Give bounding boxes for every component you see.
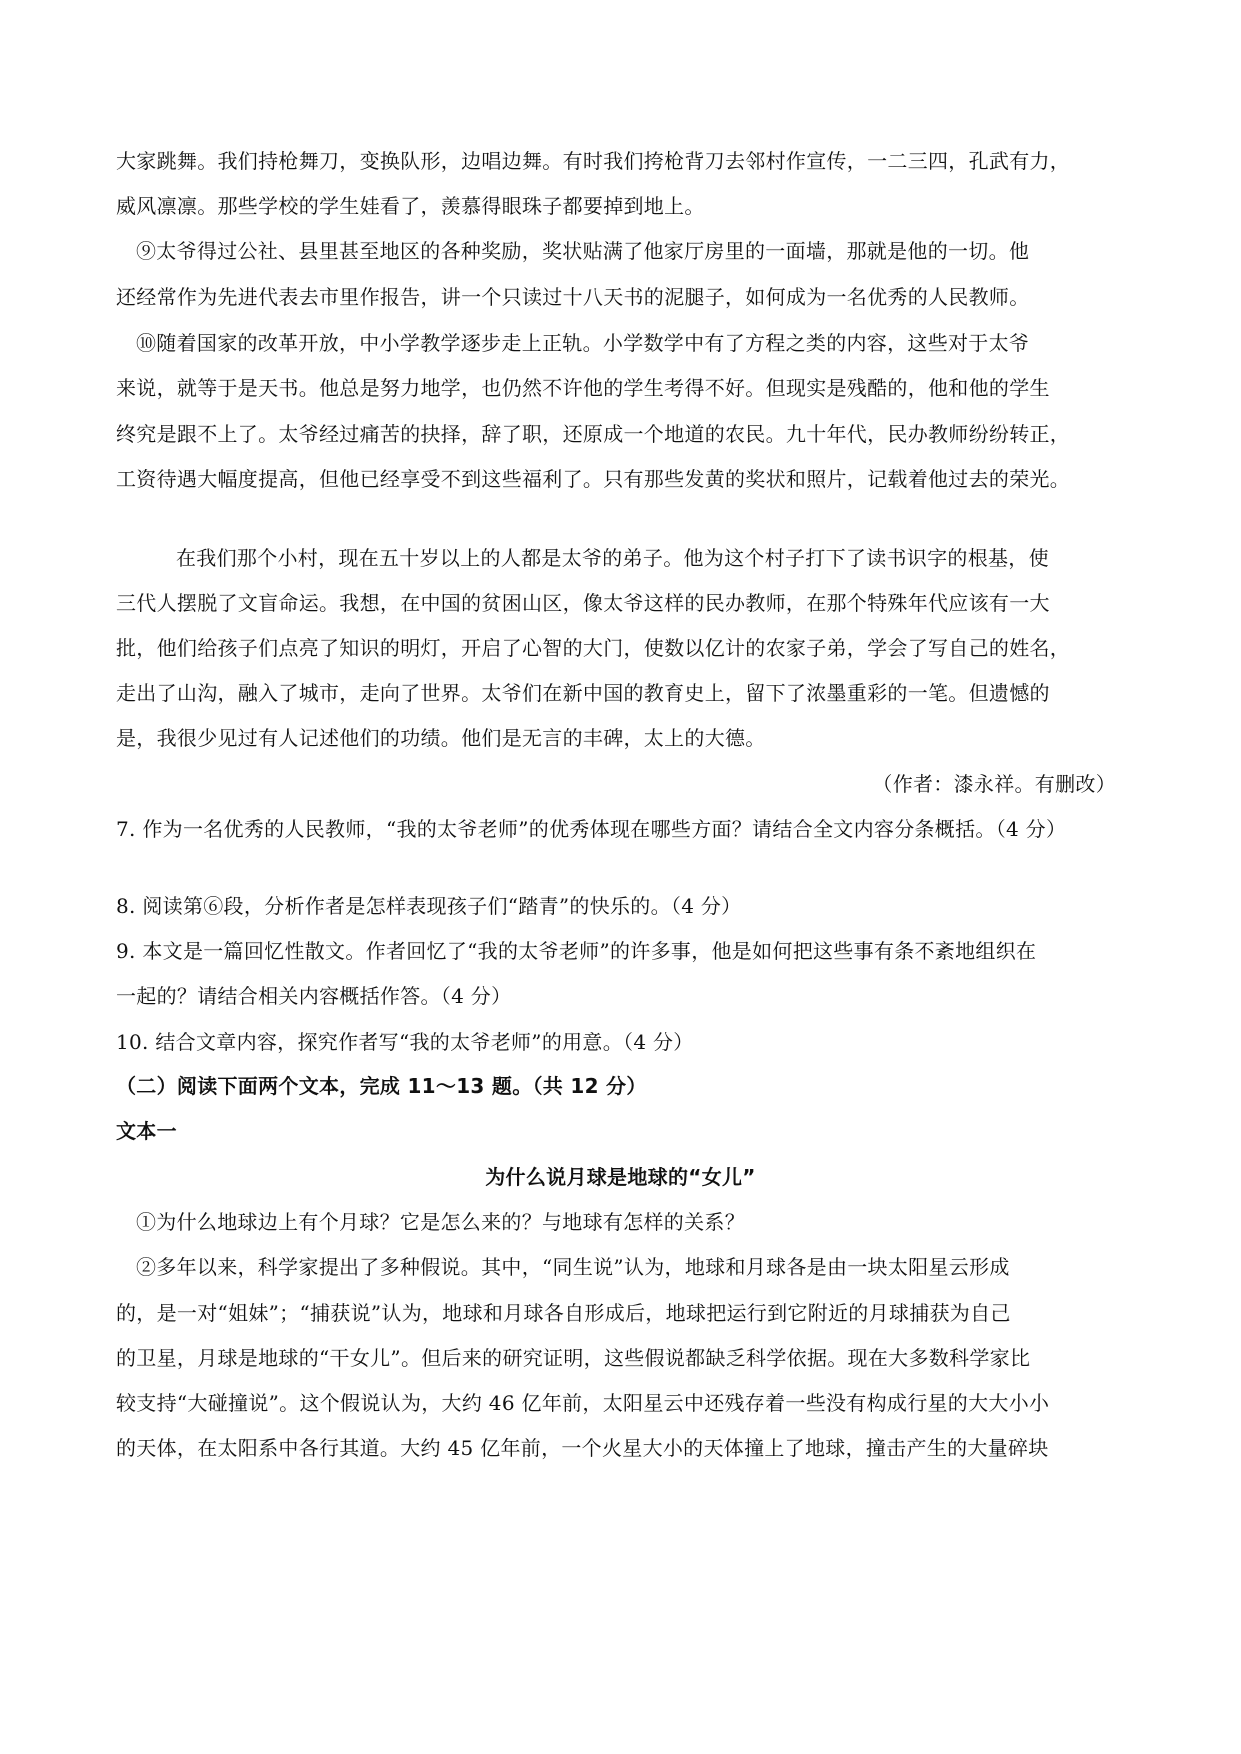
- paragraph-11-line-5: 是，我很少见过有人记述他们的功绩。他们是无言的丰碑，太上的大德。: [116, 726, 766, 750]
- paragraph-8-line-2: 威风凛凛。那些学校的学生娃看了，羡慕得眼珠子都要掉到地上。: [116, 194, 705, 218]
- article-title: 为什么说月球是地球的“女儿”: [485, 1165, 756, 1189]
- article-paragraph-2-line-5: 的天体，在太阳系中各行其道。大约 45 亿年前，一个火星大小的天体撞上了地球，撞击产生的大量碎块: [116, 1436, 1049, 1460]
- paragraph-10-line-4: 工资待遇大幅度提高，但他已经享受不到这些福利了。只有那些发黄的奖状和照片，记载着他过去的荣光。: [116, 467, 1071, 491]
- paragraph-11-line-4: 走出了山沟，融入了城市，走向了世界。太爷们在新中国的教育史上，留下了浓墨重彩的一笔。但遗憾的: [116, 681, 1050, 705]
- article-paragraph-1: ①为什么地球边上有个月球？它是怎么来的？与地球有怎样的关系？: [136, 1210, 745, 1234]
- paragraph-10-line-3: 终究是跟不上了。太爷经过痛苦的抉择，辞了职，还原成一个地道的农民。九十年代，民办教师纷纷转正，: [116, 422, 1071, 446]
- paragraph-10-line-1: ⑩随着国家的改革开放，中小学教学逐步走上正轨。小学数学中有了方程之类的内容，这些对于太爷: [136, 331, 1030, 355]
- text-one-label: 文本一: [116, 1119, 177, 1143]
- question-8: 8. 阅读第⑥段，分析作者是怎样表现孩子们“踏青”的快乐的。（4 分）: [116, 894, 742, 918]
- article-paragraph-2-line-1: ②多年以来，科学家提出了多种假说。其中，“同生说”认为，地球和月球各是由一块太阳星云形成: [136, 1255, 1010, 1279]
- question-9-line-1: 9. 本文是一篇回忆性散文。作者回忆了“我的太爷老师”的许多事，他是如何把这些事有条不紊地组织在: [116, 939, 1037, 963]
- paragraph-8-line-1: 大家跳舞。我们持枪舞刀，变换队形，边唱边舞。有时我们挎枪背刀去邻村作宣传，一二三四，孔武有力，: [116, 149, 1071, 173]
- author-attribution: （作者：漆永祥。有删改）: [872, 772, 1116, 796]
- paragraph-9-line-1: ⑨太爷得过公社、县里甚至地区的各种奖励，奖状贴满了他家厅房里的一面墙，那就是他的一切。他: [136, 239, 1030, 263]
- section-2-heading: （二）阅读下面两个文本，完成 11～13 题。（共 12 分）: [116, 1074, 647, 1098]
- article-paragraph-2-line-2: 的，是一对“姐妹”；“捕获说”认为，地球和月球各自形成后，地球把运行到它附近的月球捕获为自己: [116, 1301, 1011, 1325]
- question-7: 7. 作为一名优秀的人民教师，“我的太爷老师”的优秀体现在哪些方面？请结合全文内容分条概括。（4 分）: [116, 817, 1067, 841]
- article-paragraph-2-line-4: 较支持“大碰撞说”。这个假说认为，大约 46 亿年前，太阳星云中还残存着一些没有构成行星的大大小小: [116, 1391, 1050, 1415]
- paragraph-10-line-2: 来说，就等于是天书。他总是努力地学，也仍然不许他的学生考得不好。但现实是残酷的，他和他的学生: [116, 376, 1050, 400]
- question-10: 10. 结合文章内容，探究作者写“我的太爷老师”的用意。（4 分）: [116, 1030, 694, 1054]
- paragraph-9-line-2: 还经常作为先进代表去市里作报告，讲一个只读过十八天书的泥腿子，如何成为一名优秀的人民教师。: [116, 285, 1030, 309]
- paragraph-11-line-2: 三代人摆脱了文盲命运。我想，在中国的贫困山区，像太爷这样的民办教师，在那个特殊年代应该有一大: [116, 591, 1050, 615]
- paragraph-11-line-3: 批，他们给孩子们点亮了知识的明灯，开启了心智的大门，使数以亿计的农家子弟，学会了写自己的姓名，: [116, 636, 1071, 660]
- question-9-line-2: 一起的？请结合相关内容概括作答。（4 分）: [116, 984, 512, 1008]
- article-paragraph-2-line-3: 的卫星，月球是地球的“干女儿”。但后来的研究证明，这些假说都缺乏科学依据。现在大多数科学家比: [116, 1346, 1031, 1370]
- paragraph-11-line-1: 在我们那个小村，现在五十岁以上的人都是太爷的弟子。他为这个村子打下了读书识字的根基，使: [176, 546, 1049, 570]
